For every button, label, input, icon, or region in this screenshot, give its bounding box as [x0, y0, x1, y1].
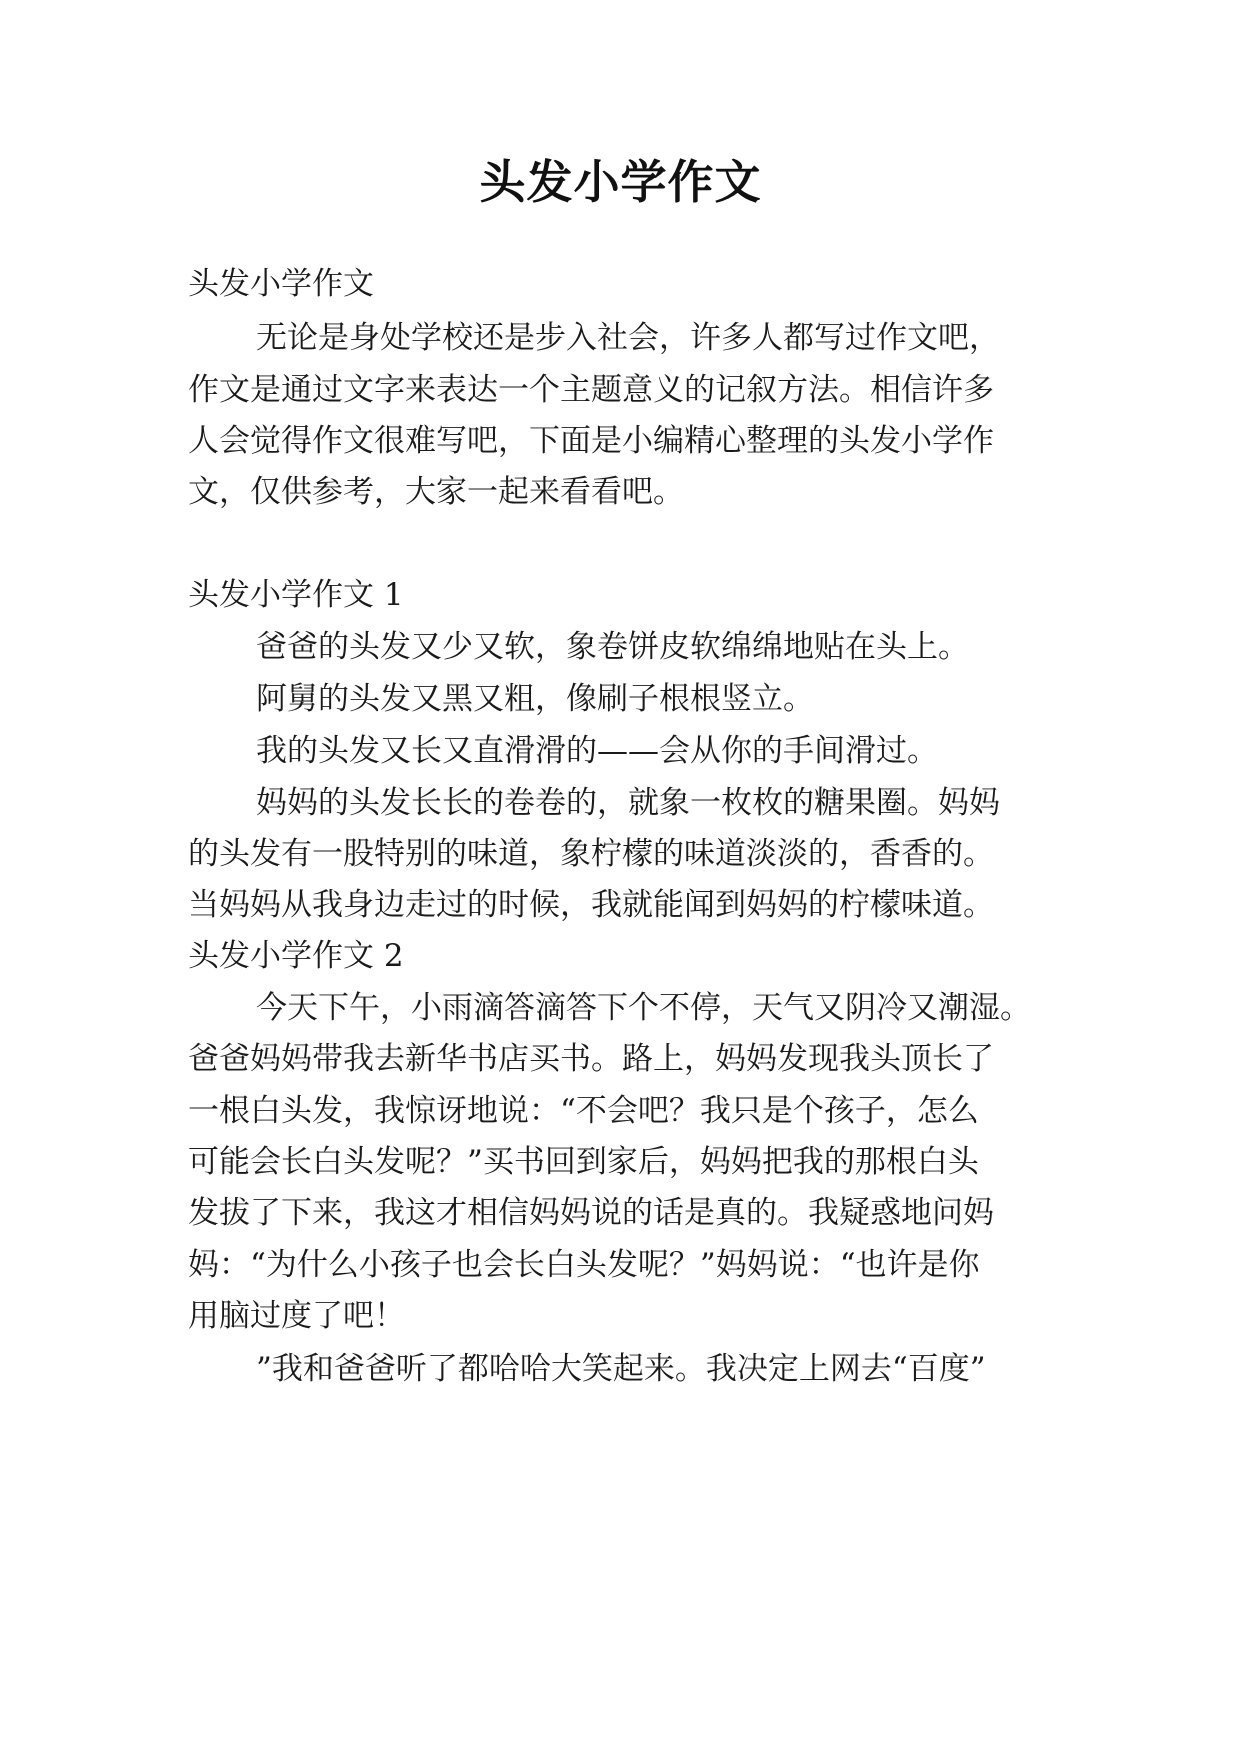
- document-title: 头发小学作文: [479, 155, 762, 209]
- section-1-paragraph-line: 的头发有一股特别的味道，象柠檬的味道淡淡的，香香的。: [188, 836, 994, 872]
- section-heading-1: 头发小学作文 1: [188, 577, 404, 613]
- section-2-paragraph-line: 发拔了下来，我这才相信妈妈说的话是真的。我疑惑地问妈: [188, 1195, 994, 1231]
- section-1-paragraph-line: 我的头发又长又直滑滑的——会从你的手间滑过。: [256, 733, 938, 769]
- section-2-paragraph-line: 妈：“为什么小孩子也会长白头发呢？”妈妈说：“也许是你: [188, 1247, 980, 1283]
- section-1-paragraph-line: 妈妈的头发长长的卷卷的，就象一枚枚的糖果圈。妈妈: [256, 785, 1000, 821]
- intro-paragraph-line: 人会觉得作文很难写吧，下面是小编精心整理的头发小学作: [188, 423, 994, 459]
- intro-paragraph-line: 文，仅供参考，大家一起来看看吧。: [188, 474, 684, 510]
- section-2-paragraph-line: ”我和爸爸听了都哈哈大笑起来。我决定上网去“百度”: [256, 1351, 986, 1387]
- section-2-paragraph-line: 一根白头发，我惊讶地说：“不会吧？我只是个孩子，怎么: [188, 1093, 979, 1129]
- intro-paragraph-line: 作文是通过文字来表达一个主题意义的记叙方法。相信许多: [188, 372, 994, 408]
- section-2-paragraph-line: 可能会长白头发呢？”买书回到家后，妈妈把我的那根白头: [188, 1144, 979, 1180]
- section-2-paragraph-line: 爸爸妈妈带我去新华书店买书。路上，妈妈发现我头顶长了: [188, 1041, 994, 1077]
- section-1-paragraph-line: 爸爸的头发又少又软，象卷饼皮软绵绵地贴在头上。: [256, 629, 969, 665]
- section-heading-2: 头发小学作文 2: [188, 938, 404, 974]
- intro-heading: 头发小学作文: [188, 266, 374, 302]
- section-1-paragraph-line: 阿舅的头发又黑又粗，像刷子根根竖立。: [256, 681, 814, 717]
- section-2-paragraph-line: 今天下午，小雨滴答滴答下个不停，天气又阴冷又潮湿。: [256, 990, 1031, 1026]
- intro-paragraph-line: 无论是身处学校还是步入社会，许多人都写过作文吧，: [256, 320, 1000, 356]
- section-1-paragraph-line: 当妈妈从我身边走过的时候，我就能闻到妈妈的柠檬味道。: [188, 887, 994, 923]
- section-2-paragraph-line: 用脑过度了吧！: [188, 1298, 405, 1334]
